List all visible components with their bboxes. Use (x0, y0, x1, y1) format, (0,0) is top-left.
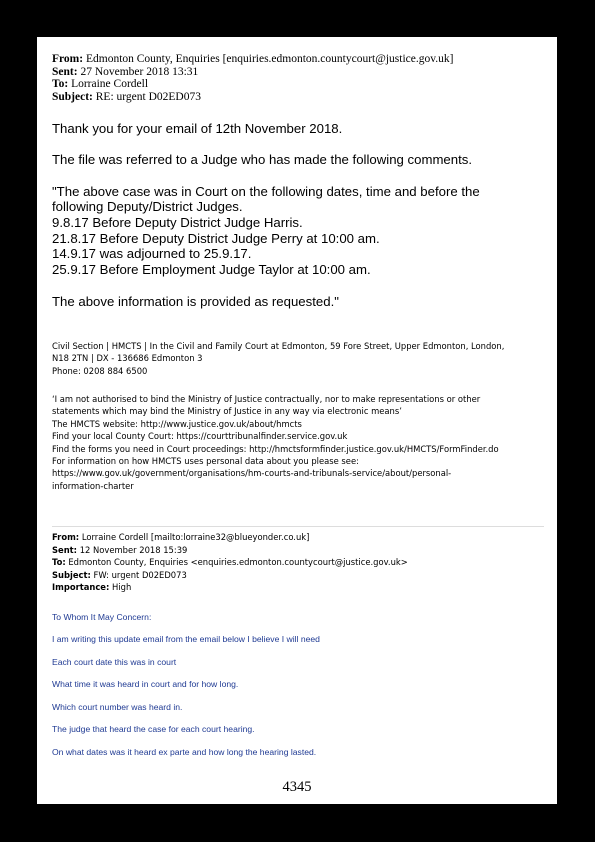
reply-date-4: 25.9.17 Before Employment Judge Taylor at 10:00 am. (52, 262, 371, 277)
reply-date-1: 9.8.17 Before Deputy District Judge Harris. (52, 215, 303, 230)
signature-block: Civil Section | HMCTS | In the Civil and Family Court at Edmonton, 59 Fore Street, Upper Edmonton, London, N18 2TN | DX - 136686 Edmonton 3 Phone: 0208 884 6500 (52, 341, 505, 376)
original-body-line: The judge that heard the case for each court hearing. (52, 724, 255, 734)
hmcts-website-link[interactable]: The HMCTS website: http://www.justice.gov.uk/about/hmcts (52, 418, 302, 429)
orig-sent-row: Sent: 12 November 2018 15:39 (52, 544, 188, 555)
header-from: Edmonton County, Enquiries [enquiries.edmonton.countycourt@justice.gov.uk] (85, 53, 454, 65)
county-court-link[interactable]: Find your local County Court: https://courttribunalfinder.service.gov.uk (52, 431, 348, 442)
orig-to: Edmonton County, Enquiries <enquiries.edmonton.countycourt@justice.gov.uk> (68, 557, 408, 568)
header-from-row: From: Edmonton County, Enquiries [enquiries.edmonton.countycourt@justice.gov.uk] (52, 53, 454, 65)
reply-date-2: 21.8.17 Before Deputy District Judge Perry at 10:00 am. (52, 231, 380, 246)
reply-date-3: 14.9.17 was adjourned to 25.9.17. (52, 246, 252, 261)
orig-to-row: To: Edmonton County, Enquiries <enquiries.edmonton.countycourt@justice.gov.uk> (52, 557, 408, 568)
personal-data-link[interactable]: https://www.gov.uk/government/organisations/hm-courts-and-tribunals-service/about/personal- (52, 468, 452, 479)
orig-importance: High (112, 582, 132, 593)
orig-from: Lorraine Cordell [mailto:lorraine32@blueyonder.co.uk] (81, 532, 310, 542)
reply-referred: The file was referred to a Judge who has made the following comments. (52, 152, 473, 167)
header-sent: 27 November 2018 13:31 (80, 65, 199, 78)
orig-sent: 12 November 2018 15:39 (79, 544, 188, 555)
divider (52, 526, 544, 527)
reply-quote-line-2: following Deputy/District Judges. (52, 199, 243, 214)
header-to-row: To: Lorraine Cordell (52, 78, 149, 91)
reply-closing: The above information is provided as requested." (52, 294, 339, 309)
reply-email-header (52, 53, 453, 103)
disclaimer-block: ‘I am not authorised to bind the Ministry of Justice contractually, nor to make representations or other statements which may bind the Ministry of Justice in any way via electronic means’ The HMCTS website: http://www.justice.gov.uk/about/hmcts Find your local County Court: https://courttribunalfinder.service.gov.uk Find the forms you need in Court proceedings: http://hmctsformfinder.justice.gov.uk/HMCTS/FormFinder.do For information on how HMCTS uses personal data about you please see: https://www.gov.uk/government/organisations/hm-courts-and-tribunals-service/about/personal- information-charter (52, 393, 547, 492)
forms-link[interactable]: Find the forms you need in Court proceedings: http://hmctsformfinder.justice.gov.uk/HMCTS/FormFinder.do (52, 443, 499, 454)
reply-thanks: Thank you for your email of 12th November 2018. (52, 121, 343, 136)
orig-subject: FW: urgent D02ED073 (93, 569, 187, 580)
document-page (37, 37, 557, 804)
header-subject-row: Subject: RE: urgent D02ED073 (52, 90, 201, 103)
original-body-line: To Whom It May Concern: (52, 612, 152, 622)
reply-quote-line-1: "The above case was in Court on the following dates, time and before the (52, 184, 480, 199)
original-body-line: What time it was heard in court and for how long. (52, 679, 239, 689)
original-body-line: Each court date this was in court (52, 657, 177, 667)
original-body-line: I am writing this update email from the email below I believe I will need (52, 634, 320, 644)
orig-importance-row: Importance: High (52, 582, 132, 593)
header-to: Lorraine Cordell (71, 78, 149, 91)
orig-subject-row: Subject: FW: urgent D02ED073 (52, 569, 187, 580)
original-body-line: Which court number was heard in. (52, 702, 183, 712)
header-sent-row: Sent: 27 November 2018 13:31 (52, 65, 199, 78)
original-email-header (52, 531, 408, 594)
page-number: 4345 (282, 779, 312, 795)
header-subject: RE: urgent D02ED073 (95, 90, 201, 103)
orig-from-row: From: Lorraine Cordell [mailto:lorraine32@blueyonder.co.uk] (52, 532, 310, 542)
original-body-line: On what dates was it heard ex parte and how long the hearing lasted. (52, 747, 317, 757)
